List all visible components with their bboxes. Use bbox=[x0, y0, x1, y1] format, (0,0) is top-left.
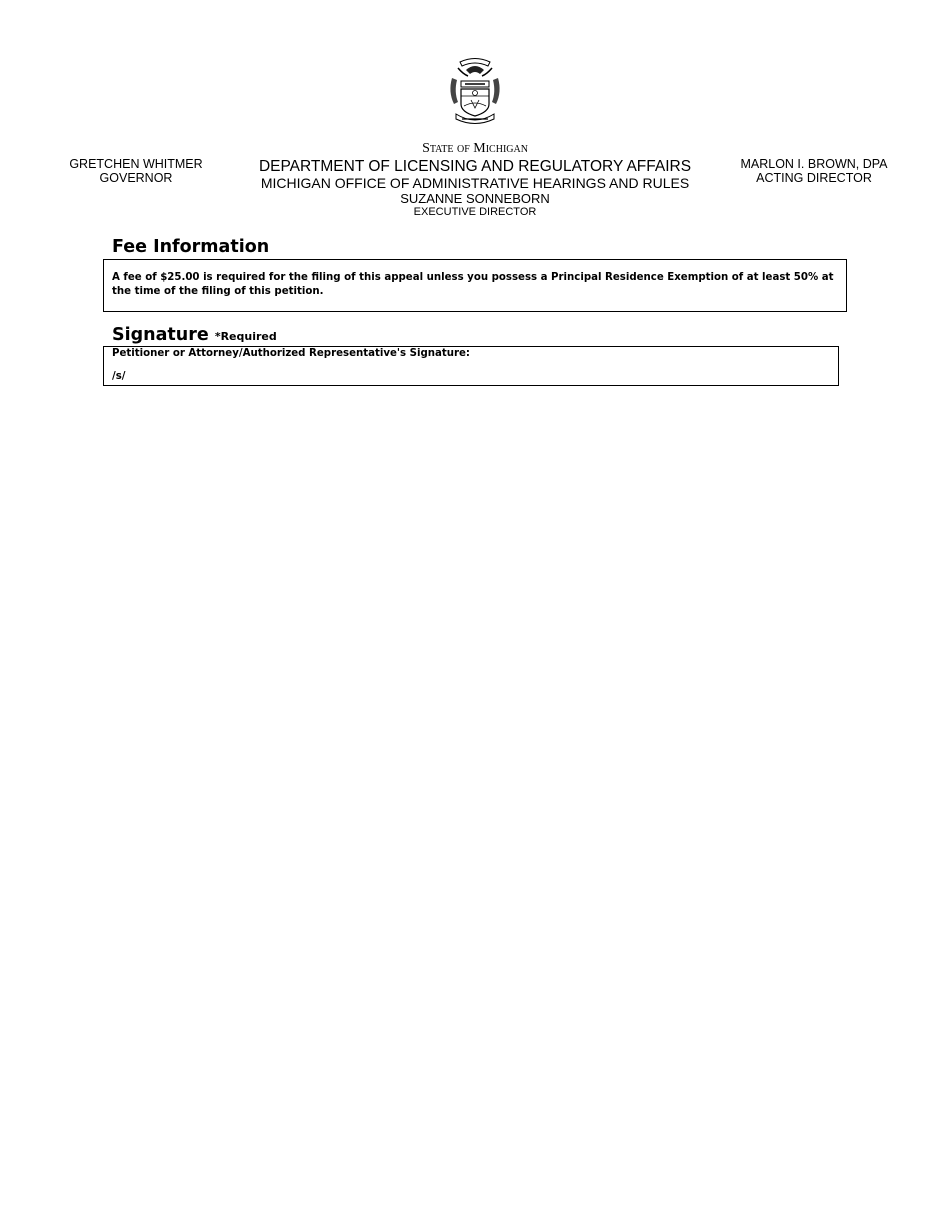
governor-name: GRETCHEN WHITMER bbox=[69, 157, 203, 171]
fee-information-text: A fee of $25.00 is required for the filing of this appeal unless you possess a Principal Residence Exemption of at least 50% at the time of the filing of this petition. bbox=[112, 272, 834, 297]
fee-information-heading: Fee Information bbox=[112, 237, 270, 257]
governor-title: GOVERNOR bbox=[99, 171, 173, 185]
signature-field[interactable] bbox=[103, 346, 839, 386]
executive-director-name: SUZANNE SONNEBORN bbox=[400, 191, 550, 206]
agency-header bbox=[225, 141, 725, 219]
governor-block bbox=[56, 157, 216, 185]
signature-heading-text: Signature bbox=[112, 325, 209, 345]
required-note: *Required bbox=[214, 330, 277, 343]
signature-heading bbox=[112, 325, 277, 347]
signature-label: Petitioner or Attorney/Authorized Representative's Signature: bbox=[112, 348, 470, 359]
fee-information-box bbox=[103, 259, 847, 312]
executive-director-title: EXECUTIVE DIRECTOR bbox=[413, 206, 537, 218]
signature-value[interactable]: /s/ bbox=[112, 371, 126, 382]
director-title: ACTING DIRECTOR bbox=[756, 171, 872, 185]
state-name: State of Michigan bbox=[422, 141, 528, 156]
director-name: MARLON I. BROWN, DPA bbox=[740, 157, 888, 171]
director-block bbox=[728, 157, 900, 185]
michigan-state-seal-icon bbox=[446, 56, 504, 126]
office-name: MICHIGAN OFFICE OF ADMINISTRATIVE HEARINGS AND RULES bbox=[260, 175, 690, 191]
department-name: DEPARTMENT OF LICENSING AND REGULATORY AFFAIRS bbox=[258, 158, 692, 175]
